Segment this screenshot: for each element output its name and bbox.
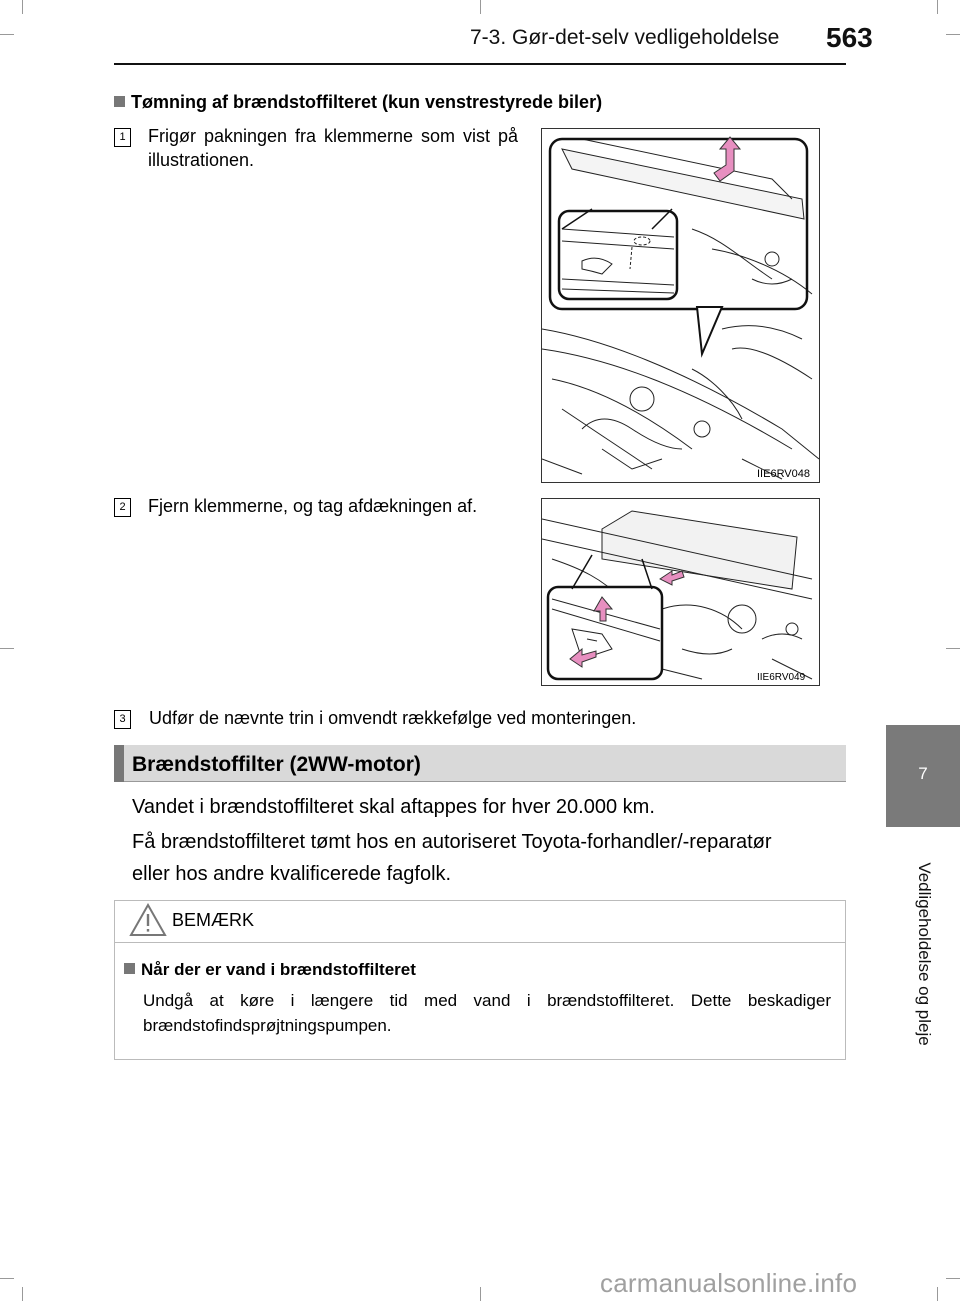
figure-code: IIE6RV049 [757,672,806,683]
crop-mark [946,1278,960,1279]
crop-mark [0,648,14,649]
square-bullet-icon [124,963,135,974]
engine-cover-illustration [542,129,819,482]
section-accent [114,745,124,782]
notice-title: BEMÆRK [172,910,255,930]
figure-step-2 [541,498,820,686]
step-badge: 2 [114,498,131,517]
paragraph: eller hos andre kvalificerede fagfolk. [132,863,452,885]
step-text: Fjern klemmerne, og tag afdækningen af. [148,496,478,516]
notice-divider [114,942,846,943]
crop-mark [22,1287,23,1301]
notice-subtitle-text: Når der er vand i brændstoffilteret [141,960,416,979]
notice-subtitle [124,960,416,980]
crop-mark [946,34,960,35]
running-header: 7-3. Gør-det-selv vedligeholdelse [470,26,780,49]
step-text: Frigør pakningen fra klemmerne som vist på illustrationen. [148,126,518,170]
chapter-number: 7 [918,764,928,783]
step-badge: 3 [114,710,131,729]
crop-mark [937,0,938,14]
crop-mark [22,0,23,14]
crop-mark [946,648,960,649]
crop-mark [937,1287,938,1301]
figure-code: IIE6RV048 [757,468,811,480]
page-number: 563 [826,22,873,53]
square-bullet-icon [114,96,125,107]
notice-body: Undgå at køre i længere tid med vand i brændstoffilteret. Dette beskadiger brændstofindsprøjtningspumpen. [143,991,831,1035]
clip-removal-illustration [542,499,819,685]
subsection-title [114,92,602,113]
crop-mark [0,1278,14,1279]
watermark: carmanualsonline.info [600,1268,858,1298]
subsection-title-text: Tømning af brændstoffilteret (kun venstrestyrede biler) [131,92,603,112]
crop-mark [0,34,14,35]
paragraph: Vandet i brændstoffilteret skal aftappes for hver 20.000 km. [132,796,655,818]
paragraph: Få brændstoffilteret tømt hos en autoriseret Toyota-forhandler/-reparatør [132,831,772,853]
chapter-title: Vedligeholdelse og pleje [915,862,934,1046]
crop-mark [480,1287,481,1301]
warning-triangle-icon [129,903,167,937]
section-title: Brændstoffilter (2WW-motor) [132,753,421,776]
header-rule [114,63,846,65]
crop-mark [480,0,481,14]
step-text: Udfør de nævnte trin i omvendt rækkefølge ved monteringen. [149,708,637,728]
figure-step-1 [541,128,820,483]
step-badge: 1 [114,128,131,147]
